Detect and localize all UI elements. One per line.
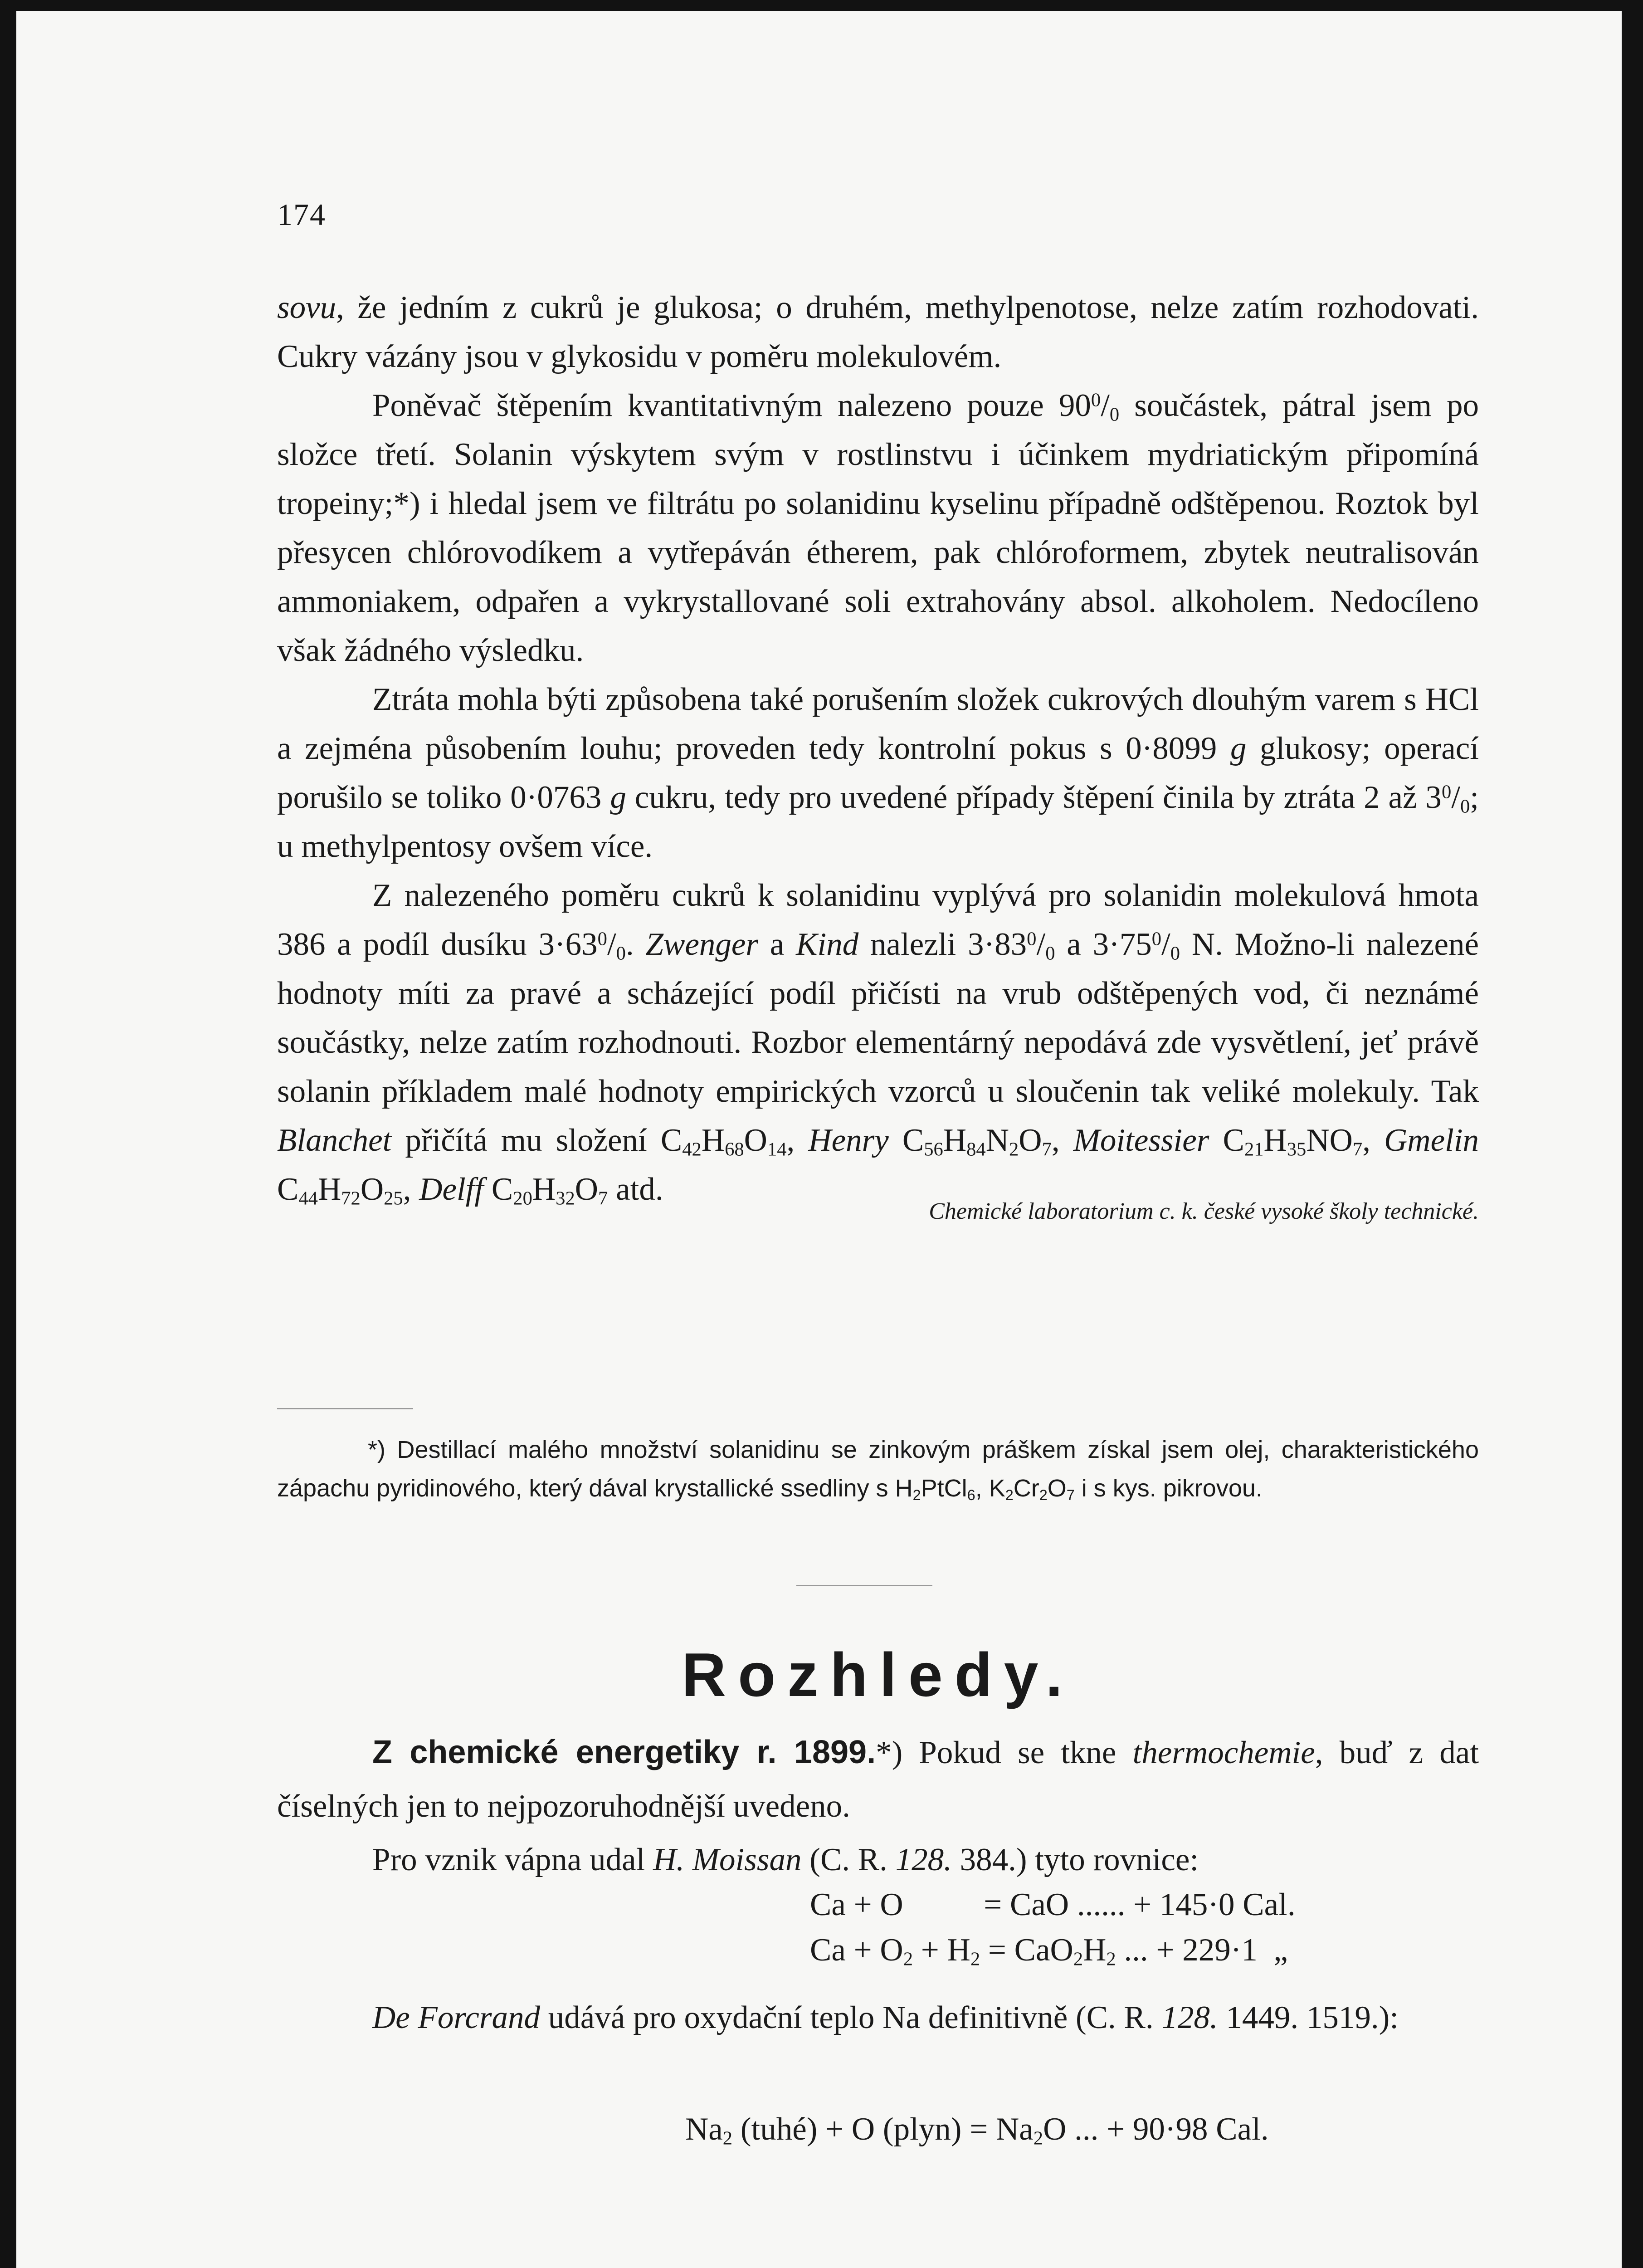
paragraph-2: Poněvač štěpením kvantitativným nalezeno pouze $90^0/_0$ součástek, pátral jsem po složce třetí. Solanin výskytem svým v rostlinstvu i účinkem mydriatickým připomíná tropeiny;*) i hledal jsem ve filtrátu po solanidinu kyselinu případně odštěpenou. Roztok byl přesycen chlórovodíkem a vytřepáván étherem, pak chlóroformem, zbytek neutralisován ammoniakem, odpařen a vykrystallované soli extrahovány absol. alkoholem. Nedocíleno však žádného výsledku. [277,388,1479,668]
paragraph-3: Ztráta mohla býti způsobena také porušením složek cukrových dlouhým varem s HCl a zejména působením louhu; proveden tedy kontrolní pokus s 0·8099 g glukosy; operací porušilo se toliko 0·0763 g cukru, tedy pro uvedené případy štěpení činila by ztráta 2 až $3^0/_0$; u methylpentosy ovšem více. [277,682,1479,864]
article-continuation [277,283,1479,1227]
paragraph-moissan: Pro vznik vápna udal H. Moissan (C. R. 128. 384.) tyto rovnice: [372,1842,1199,1877]
page-number: 174 [277,197,326,232]
section-body-2 [277,1991,1479,2044]
section-divider [796,1585,932,1586]
equation-3: $Na_2$ (tuhé) + O (plyn) = $Na_2O$ ... + 90·98 Cal. [685,2112,1269,2149]
subsection-heading: Z chemické energetiky r. 1899. [372,1734,876,1770]
section-body [277,1725,1479,1887]
paragraph-forcrand: De Forcrand udává pro oxydační teplo Na definitivně (C. R. 128. 1449. 1519.): [372,2000,1399,2035]
equation-2: $Ca + O_2 + H_2 = CaO_2H_2$ ... + 229·1 „ [810,1932,1288,1970]
paragraph-4: Z nalezeného poměru cukrů k solanidinu vyplývá pro solanidin molekulová hmota 386 a podíl dusíku $3\cdot 63^0/_0$. Zwenger a Kind nalezli $3\cdot 83^0/_0$ a $3\cdot 75^0/_0$ N. Možno-li nalezené hodnoty míti za pravé a scházející podíl přičísti na vrub odštěpených vod, či neznámé součástky, nelze zatím rozhodnouti. Rozbor elementárný nepodává zde vysvětlení, jeť právě solanin příkladem malé hodnoty empirických vzorců u sloučenin tak veliké molekuly. Tak Blanchet přičítá mu složení $C_{42}H_{68}O_{14}$, Henry $C_{56}H_{84}N_2O_7$, Moitessier $C_{21}H_{35}NO_7$, Gmelin $C_{44}H_{72}O_{25}$, Delff $C_{20}H_{32}O_7$ atd. [277,878,1479,1209]
equation-1: Ca + O = CaO ...... + 145·0 Cal. [810,1887,1296,1922]
footnote-divider [277,1408,413,1409]
paragraph-1: sovu, že jedním z cukrů je glukosa; o druhém, methylpenotose, nelze zatím rozhodovati. Cukry vázány jsou v glykosidu v poměru molekulovém. [277,290,1479,374]
subsection-intro: Z chemické energetiky r. 1899.*) Pokud se tkne thermochemie, buď z dat číselných jen to nejpozoruhodnější uvedeno. [277,1734,1479,1824]
signature: Chemické laboratorium c. k. české vysoké školy technické. [929,1198,1479,1224]
footnote-1: *) Destillací malého množství solanidinu se zinkovým práškem získal jsem olej, charakteristického zápachu pyridinového, který dával krystallické ssedliny s $H_2PtCl_6$, $K_2Cr_2O_7$ i s kys. pikrovou. [277,1436,1479,1504]
page [16,11,1622,2268]
section-title: Rozhledy. [681,1640,1075,1709]
